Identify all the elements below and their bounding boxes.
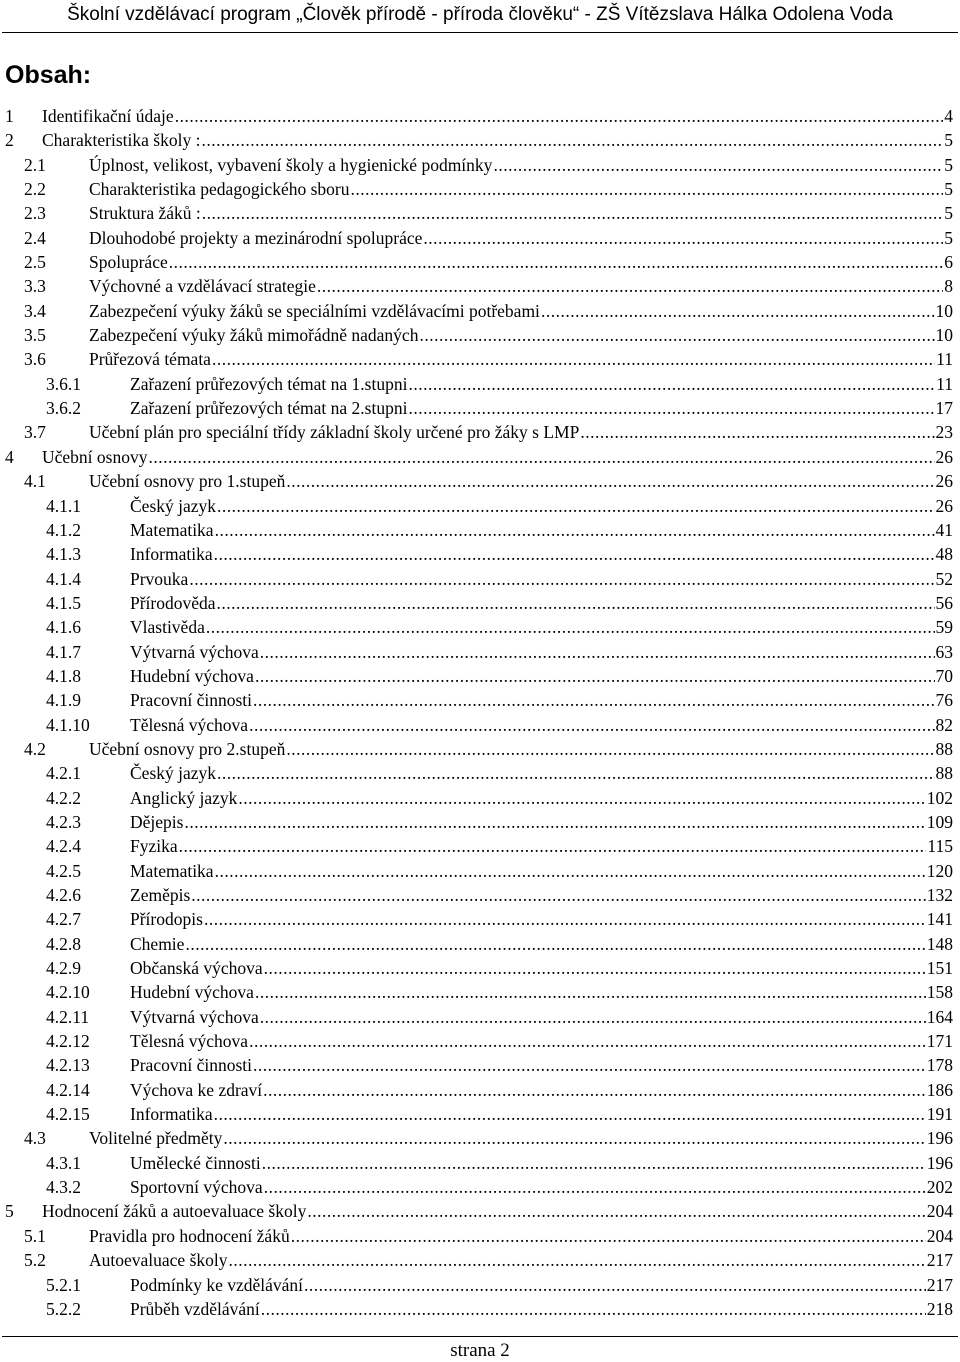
toc-entry-number: 4.2.2	[46, 787, 81, 808]
toc-entry-number: 4.2.7	[46, 909, 81, 930]
toc-entry-number: 4.2.6	[46, 885, 81, 905]
toc-entry-page: 191	[926, 1104, 953, 1125]
toc-entry-number: 4.2.8	[46, 933, 81, 954]
toc-title: Obsah:	[5, 61, 92, 89]
toc-dot-leader	[264, 1175, 926, 1199]
toc-entry[interactable]	[0, 1029, 960, 1053]
toc-entry-title: Průřezová témata	[89, 349, 211, 370]
toc-entry-page: 4	[944, 106, 953, 126]
toc-entry[interactable]	[0, 420, 960, 444]
toc-entry-title: Dlouhodobé projekty a mezinárodní spolupráce	[89, 227, 423, 248]
toc-entry-title: Umělecké činnosti	[130, 1152, 261, 1173]
toc-entry-number: 4.2.4	[46, 836, 81, 857]
toc-dot-leader	[185, 932, 925, 956]
toc-entry-number: 2	[5, 130, 14, 151]
toc-dot-leader	[189, 567, 934, 591]
toc-entry[interactable]	[0, 542, 960, 566]
toc-entry-number: 4.1.6	[46, 617, 81, 638]
toc-dot-leader	[175, 104, 944, 128]
toc-dot-leader	[214, 542, 935, 566]
toc-entry-title: Učební plán pro speciální třídy základní školy určené pro žáky s LMP	[89, 422, 580, 443]
toc-entry-title: Průběh vzdělávání	[130, 1298, 260, 1319]
toc-dot-leader	[204, 907, 926, 931]
toc-entry-title: Autoevaluace školy	[89, 1250, 228, 1271]
toc-dot-leader	[223, 1126, 925, 1150]
toc-entry-title: Pravidla pro hodnocení žáků	[89, 1225, 290, 1246]
toc-dot-leader	[286, 469, 934, 493]
toc-entry-number: 2.4	[24, 227, 46, 248]
toc-entry-page: 48	[935, 544, 953, 565]
toc-entry-title: Tělesná výchova	[130, 714, 249, 735]
toc-entry-number: 3.7	[24, 422, 46, 443]
toc-dot-leader	[214, 1102, 926, 1126]
toc-entry-page: 70	[935, 665, 953, 686]
toc-entry-number: 2.1	[24, 154, 46, 175]
toc-dot-leader	[262, 1151, 926, 1175]
toc-entry-title: Matematika	[130, 519, 214, 540]
toc-dot-leader	[307, 1199, 925, 1223]
toc-entry-title: Zabezpečení výuky žáků mimořádně nadaných	[89, 325, 419, 346]
toc-entry-page: 52	[935, 568, 953, 589]
toc-entry-number: 4.2.14	[46, 1079, 90, 1100]
toc-entry-title: Úplnost, velikost, vybavení školy a hygienické podmínky	[89, 154, 493, 175]
toc-dot-leader	[260, 640, 935, 664]
toc-entry[interactable]	[0, 396, 960, 420]
toc-entry-page: 88	[935, 738, 953, 759]
toc-entry-title: Zabezpečení výuky žáků se speciálními vzdělávacími potřebami	[89, 300, 540, 321]
toc-entry-page: 26	[935, 471, 953, 492]
toc-entry-page: 158	[926, 982, 953, 1003]
toc-entry-title: Spolupráce	[89, 252, 168, 273]
toc-entry-number: 4.1.7	[46, 641, 81, 662]
toc-entry-page: 148	[926, 933, 953, 954]
toc-entry[interactable]	[0, 469, 960, 493]
toc-entry-number: 5.2	[24, 1250, 46, 1271]
toc-entry-page: 164	[926, 1006, 953, 1027]
toc-entry[interactable]	[0, 104, 960, 128]
toc-entry-number: 4.1.4	[46, 568, 81, 589]
toc-entry-number: 4.2.12	[46, 1031, 90, 1052]
toc-entry-number: 4.1.2	[46, 519, 81, 540]
toc-dot-leader	[291, 1224, 926, 1248]
toc-entry-page: 120	[926, 860, 953, 881]
toc-entry[interactable]	[0, 567, 960, 591]
header-divider	[2, 32, 958, 33]
toc-dot-leader	[350, 177, 943, 201]
toc-entry[interactable]	[0, 1273, 960, 1297]
toc-entry-number: 4.1.1	[46, 495, 81, 516]
toc-entry-number: 3.6.1	[46, 373, 81, 394]
toc-entry-title: Výtvarná výchova	[130, 641, 259, 662]
toc-entry-page: 109	[926, 811, 953, 832]
toc-dot-leader	[304, 1273, 926, 1297]
toc-entry-page: 41	[935, 519, 953, 540]
toc-entry-number: 4.1.5	[46, 592, 81, 613]
toc-entry-title: Zařazení průřezových témat na 1.stupni	[130, 373, 408, 394]
toc-entry[interactable]	[0, 883, 960, 907]
toc-entry-title: Anglický jazyk	[130, 787, 238, 808]
toc-dot-leader	[260, 1005, 926, 1029]
toc-entry-number: 1	[5, 106, 14, 126]
toc-entry-title: Vlastivěda	[130, 617, 205, 638]
toc-dot-leader	[206, 615, 935, 639]
toc-entry-number: 4.2.9	[46, 958, 81, 979]
toc-entry[interactable]	[0, 1199, 960, 1223]
toc-entry-page: 218	[926, 1298, 953, 1319]
toc-entry[interactable]	[0, 859, 960, 883]
toc-dot-leader	[215, 518, 935, 542]
toc-entry[interactable]	[0, 518, 960, 542]
toc-entry-page: 141	[926, 909, 953, 930]
toc-dot-leader	[249, 1029, 926, 1053]
toc-entry[interactable]	[0, 591, 960, 615]
toc-entry-page: 202	[926, 1177, 953, 1198]
toc-entry-title: Charakteristika pedagogického sboru	[89, 179, 350, 200]
toc-entry-title: Informatika	[130, 1104, 213, 1125]
toc-dot-leader	[264, 956, 926, 980]
toc-entry-title: Fyzika	[130, 836, 178, 857]
toc-entry-title: Dějepis	[130, 811, 184, 832]
toc-entry[interactable]	[0, 201, 960, 225]
toc-entry-page: 204	[926, 1225, 953, 1246]
toc-entry-number: 4	[5, 446, 14, 467]
toc-entry[interactable]	[0, 615, 960, 639]
toc-entry-page: 217	[926, 1250, 953, 1271]
toc-entry[interactable]	[0, 932, 960, 956]
toc-entry-page: 26	[935, 495, 953, 516]
toc-entry[interactable]	[0, 980, 960, 1004]
toc-dot-leader	[212, 347, 935, 371]
toc-entry-title: Český jazyk	[130, 763, 217, 784]
toc-entry-page: 10	[935, 300, 953, 321]
toc-entry-title: Hudební výchova	[130, 982, 254, 1003]
toc-entry-title: Zařazení průřezových témat na 2.stupni	[130, 398, 408, 419]
toc-entry-title: Matematika	[130, 860, 214, 881]
toc-entry-number: 4.2.1	[46, 763, 81, 784]
toc-entry-title: Učební osnovy pro 1.stupeň	[89, 471, 286, 492]
toc-dot-leader	[184, 810, 925, 834]
toc-dot-leader	[191, 883, 925, 907]
toc-entry[interactable]	[0, 786, 960, 810]
toc-entry[interactable]	[0, 445, 960, 469]
toc-entry[interactable]	[0, 664, 960, 688]
toc-entry[interactable]	[0, 737, 960, 761]
toc-dot-leader	[148, 445, 934, 469]
toc-entry-number: 4.1.9	[46, 690, 81, 711]
toc-dot-leader	[217, 591, 935, 615]
toc-entry-number: 4.1.8	[46, 665, 81, 686]
toc-entry-number: 4.1.3	[46, 544, 81, 565]
toc-entry[interactable]	[0, 810, 960, 834]
toc-dot-leader	[255, 980, 926, 1004]
toc-entry-title: Hudební výchova	[130, 665, 254, 686]
toc-entry-title: Občanská výchova	[130, 958, 263, 979]
toc-entry-page: 56	[935, 592, 953, 613]
footer-divider	[2, 1336, 958, 1337]
toc-entry-page: 8	[944, 276, 953, 297]
toc-entry[interactable]	[0, 1297, 960, 1321]
toc-entry-number: 4.2.15	[46, 1104, 90, 1125]
toc-entry-page: 63	[935, 641, 953, 662]
toc-dot-leader	[202, 201, 943, 225]
toc-dot-leader	[423, 226, 943, 250]
table-of-contents	[0, 104, 960, 1321]
toc-dot-leader	[169, 250, 944, 274]
toc-entry[interactable]	[0, 713, 960, 737]
toc-entry-number: 4.3.1	[46, 1152, 81, 1173]
toc-entry[interactable]	[0, 907, 960, 931]
toc-entry-page: 132	[926, 885, 953, 905]
toc-dot-leader	[238, 786, 925, 810]
toc-entry-title: Učební osnovy	[42, 446, 148, 467]
toc-entry[interactable]	[0, 177, 960, 201]
toc-dot-leader	[263, 1078, 926, 1102]
toc-entry[interactable]	[0, 1053, 960, 1077]
toc-entry-number: 3.3	[24, 276, 46, 297]
toc-entry-title: Tělesná výchova	[130, 1031, 249, 1052]
toc-entry-title: Přírodověda	[130, 592, 216, 613]
toc-entry-title: Identifikační údaje	[42, 106, 174, 126]
toc-entry[interactable]	[0, 226, 960, 250]
toc-entry-number: 5.2.1	[46, 1274, 81, 1295]
toc-entry[interactable]	[0, 834, 960, 858]
toc-entry-page: 186	[926, 1079, 953, 1100]
toc-entry[interactable]	[0, 1078, 960, 1102]
toc-entry-title: Učební osnovy pro 2.stupeň	[89, 738, 286, 759]
toc-entry-page: 178	[926, 1055, 953, 1076]
toc-entry-number: 4.2.3	[46, 811, 81, 832]
toc-entry[interactable]	[0, 640, 960, 664]
toc-entry-page: 6	[944, 252, 953, 273]
toc-entry-page: 10	[935, 325, 953, 346]
toc-dot-leader	[493, 153, 943, 177]
toc-entry[interactable]	[0, 688, 960, 712]
toc-dot-leader	[215, 859, 926, 883]
toc-entry-title: Charakteristika školy :	[42, 130, 201, 151]
toc-entry-title: Prvouka	[130, 568, 189, 589]
toc-entry-number: 4.2.10	[46, 982, 90, 1003]
toc-entry-page: 88	[935, 763, 953, 784]
toc-entry-page: 59	[935, 617, 953, 638]
toc-entry-title: Pracovní činnosti	[130, 1055, 252, 1076]
toc-entry-title: Chemie	[130, 933, 185, 954]
toc-entry-title: Informatika	[130, 544, 213, 565]
toc-entry-title: Pracovní činnosti	[130, 690, 252, 711]
toc-entry-page: 82	[935, 714, 953, 735]
toc-entry-page: 5	[944, 203, 953, 224]
toc-entry-page: 5	[944, 179, 953, 200]
toc-dot-leader	[580, 420, 934, 444]
toc-entry[interactable]	[0, 274, 960, 298]
toc-entry-page: 76	[935, 690, 953, 711]
toc-entry[interactable]	[0, 1151, 960, 1175]
toc-entry-page: 196	[926, 1128, 953, 1149]
toc-entry-number: 2.5	[24, 252, 46, 273]
toc-entry-title: Hodnocení žáků a autoevaluace školy	[42, 1201, 307, 1222]
toc-entry-page: 5	[944, 154, 953, 175]
toc-dot-leader	[286, 737, 934, 761]
toc-dot-leader	[217, 494, 934, 518]
toc-entry[interactable]	[0, 299, 960, 323]
toc-entry[interactable]	[0, 128, 960, 152]
toc-entry-title: Struktura žáků :	[89, 203, 201, 224]
toc-entry[interactable]	[0, 761, 960, 785]
toc-entry[interactable]	[0, 1126, 960, 1150]
toc-dot-leader	[217, 761, 934, 785]
toc-entry-page: 11	[936, 349, 953, 370]
toc-entry-page: 196	[926, 1152, 953, 1173]
toc-entry-number: 4.2.11	[46, 1006, 90, 1027]
toc-entry-number: 5.2.2	[46, 1298, 81, 1319]
toc-entry-number: 4.2	[24, 738, 46, 759]
toc-entry-page: 5	[944, 130, 953, 151]
toc-entry-page: 217	[926, 1274, 953, 1295]
toc-dot-leader	[179, 834, 927, 858]
toc-entry-number: 3.5	[24, 325, 46, 346]
toc-entry-page: 5	[944, 227, 953, 248]
toc-dot-leader	[249, 713, 934, 737]
toc-entry-page: 11	[936, 373, 953, 394]
toc-dot-leader	[408, 372, 935, 396]
toc-entry-page: 171	[926, 1031, 953, 1052]
toc-entry-title: Volitelné předměty	[89, 1128, 223, 1149]
toc-entry[interactable]	[0, 153, 960, 177]
toc-entry-title: Výchova ke zdraví	[130, 1079, 263, 1100]
toc-entry-number: 4.1	[24, 471, 46, 492]
toc-entry-number: 4.1.10	[46, 714, 90, 735]
toc-entry-number: 4.2.5	[46, 860, 81, 881]
toc-entry-title: Výchovné a vzdělávací strategie	[89, 276, 316, 297]
toc-entry-page: 23	[935, 422, 953, 443]
toc-dot-leader	[229, 1248, 926, 1272]
toc-entry[interactable]	[0, 372, 960, 396]
toc-entry-page: 26	[935, 446, 953, 467]
toc-entry-number: 5.1	[24, 1225, 46, 1246]
toc-entry-page: 115	[927, 836, 953, 857]
toc-entry[interactable]	[0, 1175, 960, 1199]
toc-dot-leader	[408, 396, 934, 420]
toc-entry-number: 2.3	[24, 203, 46, 224]
toc-entry[interactable]	[0, 1224, 960, 1248]
toc-entry[interactable]	[0, 1005, 960, 1029]
page-footer: strana 2	[450, 1340, 510, 1361]
toc-dot-leader	[541, 299, 935, 323]
toc-entry-number: 4.3.2	[46, 1177, 81, 1198]
toc-dot-leader	[201, 128, 943, 152]
toc-entry[interactable]	[0, 1248, 960, 1272]
page-header: Školní vzdělávací program „Člověk přírodě - příroda člověku“ - ZŠ Vítězslava Hálka Odolena Voda	[67, 4, 893, 25]
toc-entry-title: Zeměpis	[130, 885, 191, 905]
toc-entry[interactable]	[0, 1102, 960, 1126]
toc-entry-number: 4.3	[24, 1128, 46, 1149]
toc-entry[interactable]	[0, 494, 960, 518]
toc-entry-number: 4.2.13	[46, 1055, 90, 1076]
toc-entry-page: 17	[935, 398, 953, 419]
toc-dot-leader	[261, 1297, 926, 1321]
toc-dot-leader	[253, 1053, 926, 1077]
toc-entry-number: 3.4	[24, 300, 46, 321]
toc-entry-title: Přírodopis	[130, 909, 203, 930]
toc-entry-page: 151	[926, 958, 953, 979]
toc-entry[interactable]	[0, 323, 960, 347]
toc-entry-number: 3.6	[24, 349, 46, 370]
toc-dot-leader	[419, 323, 934, 347]
toc-entry-number: 5	[5, 1201, 14, 1222]
toc-entry[interactable]	[0, 956, 960, 980]
toc-entry-page: 102	[926, 787, 953, 808]
toc-entry-number: 3.6.2	[46, 398, 81, 419]
toc-entry-title: Výtvarná výchova	[130, 1006, 259, 1027]
toc-dot-leader	[317, 274, 943, 298]
toc-entry-title: Podmínky ke vzdělávání	[130, 1274, 304, 1295]
toc-entry[interactable]	[0, 347, 960, 371]
toc-entry-title: Sportovní výchova	[130, 1177, 263, 1198]
toc-entry-page: 204	[926, 1201, 953, 1222]
toc-dot-leader	[255, 664, 935, 688]
toc-entry-number: 2.2	[24, 179, 46, 200]
toc-dot-leader	[253, 688, 935, 712]
toc-entry-title: Český jazyk	[130, 495, 217, 516]
toc-entry[interactable]	[0, 250, 960, 274]
